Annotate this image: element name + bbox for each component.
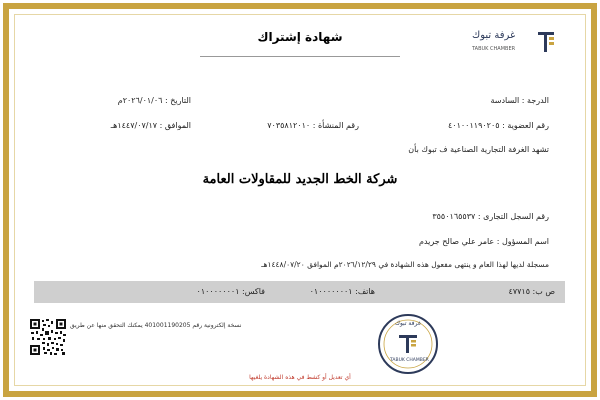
logo-english-text: TABUK CHAMBER xyxy=(472,46,516,52)
grade-field: الدرجة : السادسة xyxy=(490,96,549,105)
company-name: شركة الخط الجديد للمقاولات العامة xyxy=(202,172,398,187)
validity-text: مسجلة لديها لهذا العام و ينتهى مفعول هذه الشهادة في ٢٠٢٦/١٢/٢٩م الموافق ١٤٤٨/٠٧/٢٠هـ xyxy=(261,260,549,269)
title-container xyxy=(240,30,360,44)
pobox-field: ص ب: ٤٧٧١٥ xyxy=(508,287,555,296)
membership-field: رقم العضوية : ٤٠١٠٠١١٩٠٢٠٥ xyxy=(447,121,549,130)
seal-english-text: TABUK CHAMBER xyxy=(390,358,429,363)
phone-field: هاتف: ٠١٠٠٠٠٠٠٠١ xyxy=(309,287,375,296)
title-underline xyxy=(200,56,400,57)
testimony-text: تشهد الغرفة التجارية الصناعية ف تبوك بأن xyxy=(408,145,549,154)
electronic-copy-note: نسخة إلكترونية رقم 401001190205 يمكنك التحقق منها عن طريق xyxy=(70,322,242,329)
manager-field: اسم المسؤول : عامر علي صالح جريدم xyxy=(418,237,549,246)
certificate-inner-border xyxy=(14,14,586,386)
contact-bar xyxy=(34,281,565,303)
qr-code-icon xyxy=(29,318,67,356)
footer-warning: أي تعديل أو كشط في هذه الشهادة يلغيها xyxy=(249,374,351,381)
tabuk-chamber-logo xyxy=(470,24,560,64)
qr-code[interactable] xyxy=(29,318,67,356)
page-title: شهادة إشتراك xyxy=(257,30,343,44)
date-field: التاريخ : ٢٠٢٦/٠١/٠٦م xyxy=(117,96,191,105)
fax-field: فاكس: ٠١٠٠٠٠٠٠٠١ xyxy=(196,287,265,296)
commercial-register-field: رقم السجل التجارى : ٣٥٥٠١٦٥٥٣٧ xyxy=(432,212,549,221)
logo-arabic-text: غرفة تبوك xyxy=(472,30,516,41)
tabuk-chamber-seal xyxy=(377,313,439,375)
seal-arabic-text: غرفة تبوك xyxy=(395,320,421,327)
establishment-field: رقم المنشأة : ٧٠٣٥٨١٢٠١٠ xyxy=(267,121,359,130)
hijri-date-field: الموافق : ١٤٤٧/٠٧/١٧هـ xyxy=(110,121,191,130)
